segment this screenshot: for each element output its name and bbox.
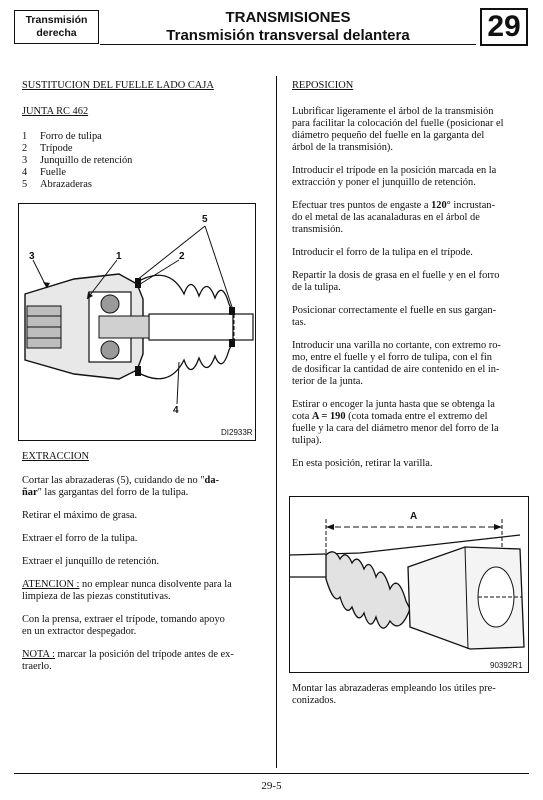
boot-dimension-illustration	[289, 496, 529, 673]
header-rule	[100, 44, 476, 45]
extraction-step-4: Extraer el junquillo de retención.	[22, 556, 160, 567]
list-item: 1 Forro de tulipa	[22, 131, 102, 142]
callout-4: 4	[173, 405, 179, 416]
extraction-step-5: Con la prensa, extraer el trípode, tomando apoyo en un extractor despegador.	[22, 614, 225, 637]
extraction-section	[22, 451, 268, 673]
reposition-step-9: En esta posición, retirar la varilla.	[292, 458, 433, 469]
parts-list	[22, 131, 268, 191]
reposition-step-8: Estirar o encoger la junta hasta que se obtenga la cota A = 190 (cota tomada entre el extremo del fuelle y la cara del diámetro menor del forro de la tulipa).	[292, 399, 499, 446]
footer-rule	[14, 773, 529, 774]
warning-note: ATENCION : no emplear nunca disolvente para la limpieza de las piezas constitutivas.	[22, 579, 232, 602]
reposition-step-5: Repartir la dosis de grasa en el fuelle y en el forro de la tulipa.	[292, 270, 500, 293]
reposition-heading: REPOSICION	[292, 80, 354, 91]
boot-drawing	[290, 497, 528, 672]
joint-illustration	[18, 203, 256, 441]
section-label-box	[14, 10, 99, 44]
dimension-label-a: A	[410, 511, 418, 522]
note: NOTA : marcar la posición del trípode antes de ex- traerlo.	[22, 649, 234, 672]
page-number: 29-5	[261, 780, 282, 792]
joint-heading: JUNTA RC 462	[22, 106, 89, 117]
list-item: 3 Junquillo de retención	[22, 155, 133, 166]
extraction-step-1: Cortar las abrazaderas (5), cuidando de no "da- ñar" las gargantas del forro de la tulipa.	[22, 475, 219, 498]
callout-1: 1	[116, 251, 122, 262]
list-item: 5 Abrazaderas	[22, 179, 92, 190]
callout-3: 3	[29, 251, 35, 262]
reposition-step-4: Introducir el forro de la tulipa en el trípode.	[292, 247, 473, 258]
reposition-step-2: Introducir el trípode en la posición marcada en la extracción y poner el junquillo de retención.	[292, 165, 497, 188]
figure-reference: 90392R1	[490, 661, 523, 670]
column-divider	[276, 76, 277, 768]
left-column-top	[22, 80, 268, 191]
extraction-step-2: Retirar el máximo de grasa.	[22, 510, 138, 521]
extraction-heading: EXTRACCION	[22, 451, 89, 462]
reposition-step-6: Posicionar correctamente el fuelle en sus gargan- tas.	[292, 305, 497, 328]
list-item: 2 Trípode	[22, 143, 73, 154]
page-title: TRANSMISIONES	[225, 9, 351, 26]
callout-2: 2	[179, 251, 185, 262]
extraction-step-3: Extraer el forro de la tulipa.	[22, 533, 138, 544]
section-label-line1: Transmisión	[25, 14, 88, 26]
reposition-step-3: Efectuar tres puntos de engaste a 120° incrustan- do el metal de las acanaladuras en el árbol de transmisión.	[292, 200, 495, 235]
page-subtitle: Transmisión transversal delantera	[166, 27, 410, 44]
section-label-line2: derecha	[36, 27, 77, 39]
reposition-step-10: Montar las abrazaderas empleando los útiles pre- conizados.	[292, 683, 496, 706]
joint-drawing	[19, 204, 255, 440]
right-column-bottom	[292, 683, 516, 707]
figure-reference: DI2933R	[221, 428, 253, 437]
reposition-step-1: Lubrificar ligeramente el árbol de la transmisión para facilitar la colocación del fuelle (posicionar el diámetro pequeño del fuelle en la garganta del árbol de la transmisión).	[292, 106, 504, 153]
right-column	[292, 80, 516, 470]
list-item: 4 Fuelle	[22, 167, 66, 178]
chapter-number: 29	[480, 8, 528, 46]
callout-5: 5	[202, 214, 208, 225]
section-heading: SUSTITUCION DEL FUELLE LADO CAJA	[22, 80, 214, 91]
reposition-step-7: Introducir una varilla no cortante, con extremo ro- mo, entre el fuelle y el forro de tulipa, con el fin de dosificar la cantidad de aire contenido en el in- terior de la junta.	[292, 340, 501, 387]
